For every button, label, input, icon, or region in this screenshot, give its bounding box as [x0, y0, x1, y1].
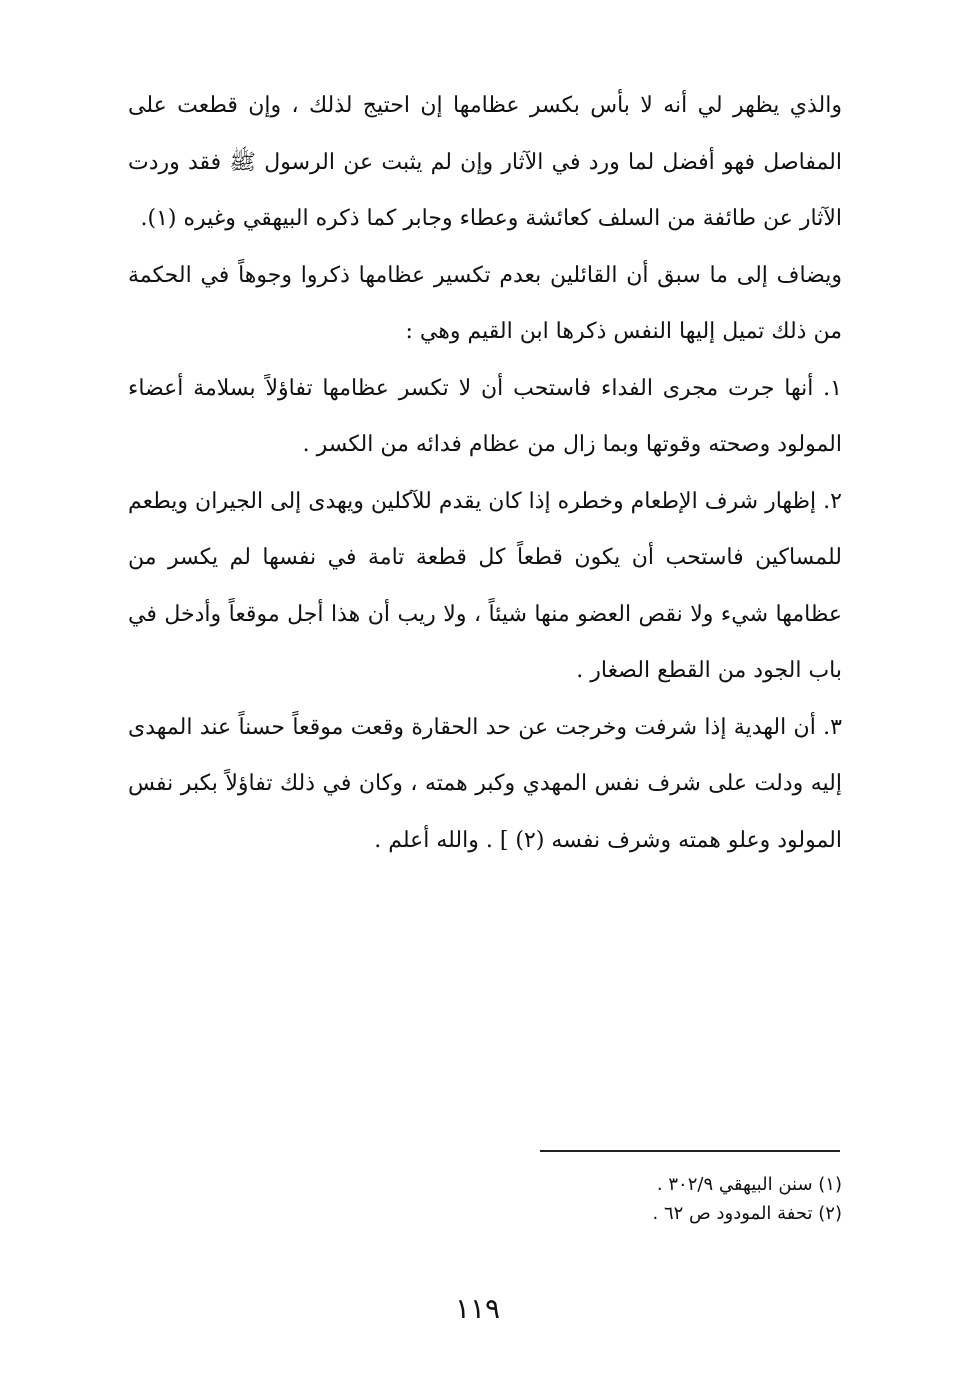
- footnote-1: (١) سنن البيهقي ٣٠٢/٩ .: [656, 1174, 842, 1195]
- list-item-1: ١. أنها جرت مجرى الفداء فاستحب أن لا تكسر عظامها تفاؤلاً بسلامة أعضاء المولود وصحته وقوتها وبما زال من عظام فدائه من الكسر .: [128, 375, 842, 457]
- footnote-2: (٢) تحفة المودود ص ٦٢ .: [652, 1203, 842, 1224]
- footnotes: [422, 1170, 842, 1228]
- list-item-2: ٢. إظهار شرف الإطعام وخطره إذا كان يقدم للآكلين ويهدى إلى الجيران ويطعم للمساكين فاستحب أن يكون قطعاً كل قطعة تامة في نفسها لم يكسر من عظامها شيء ولا نقص العضو منها شيئاً ، ولا ريب أن هذا أجل موقعاً وأدخل في باب الجود من القطع الصغار .: [128, 488, 842, 683]
- list-item-3: ٣. أن الهدية إذا شرفت وخرجت عن حد الحقارة وقعت موقعاً حسناً عند المهدى إليه ودلت على شرف نفس المهدي وكبر همته ، وكان في ذلك تفاؤلاً بكبر نفس المولود وعلو همته وشرف نفسه (٢) ] . والله أعلم .: [128, 714, 842, 853]
- footnote-divider: [540, 1150, 840, 1152]
- paragraph-intro: والذي يظهر لي أنه لا بأس بكسر عظامها إن احتيج لذلك ، وإن قطعت على المفاصل فهو أفضل لما ورد في الآثار وإن لم يثبت عن الرسول ﷺ فقد وردت الآثار عن طائفة من السلف كعائشة وعطاء وجابر كما ذكره البيهقي وغيره (١).: [128, 93, 842, 231]
- main-text: [128, 78, 842, 869]
- page-number: ١١٩: [454, 1292, 501, 1325]
- paragraph-wisdom-intro: ويضاف إلى ما سبق أن القائلين بعدم تكسير عظامها ذكروا وجوهاً في الحكمة من ذلك تميل إليها النفس ذكرها ابن القيم وهي :: [128, 262, 842, 344]
